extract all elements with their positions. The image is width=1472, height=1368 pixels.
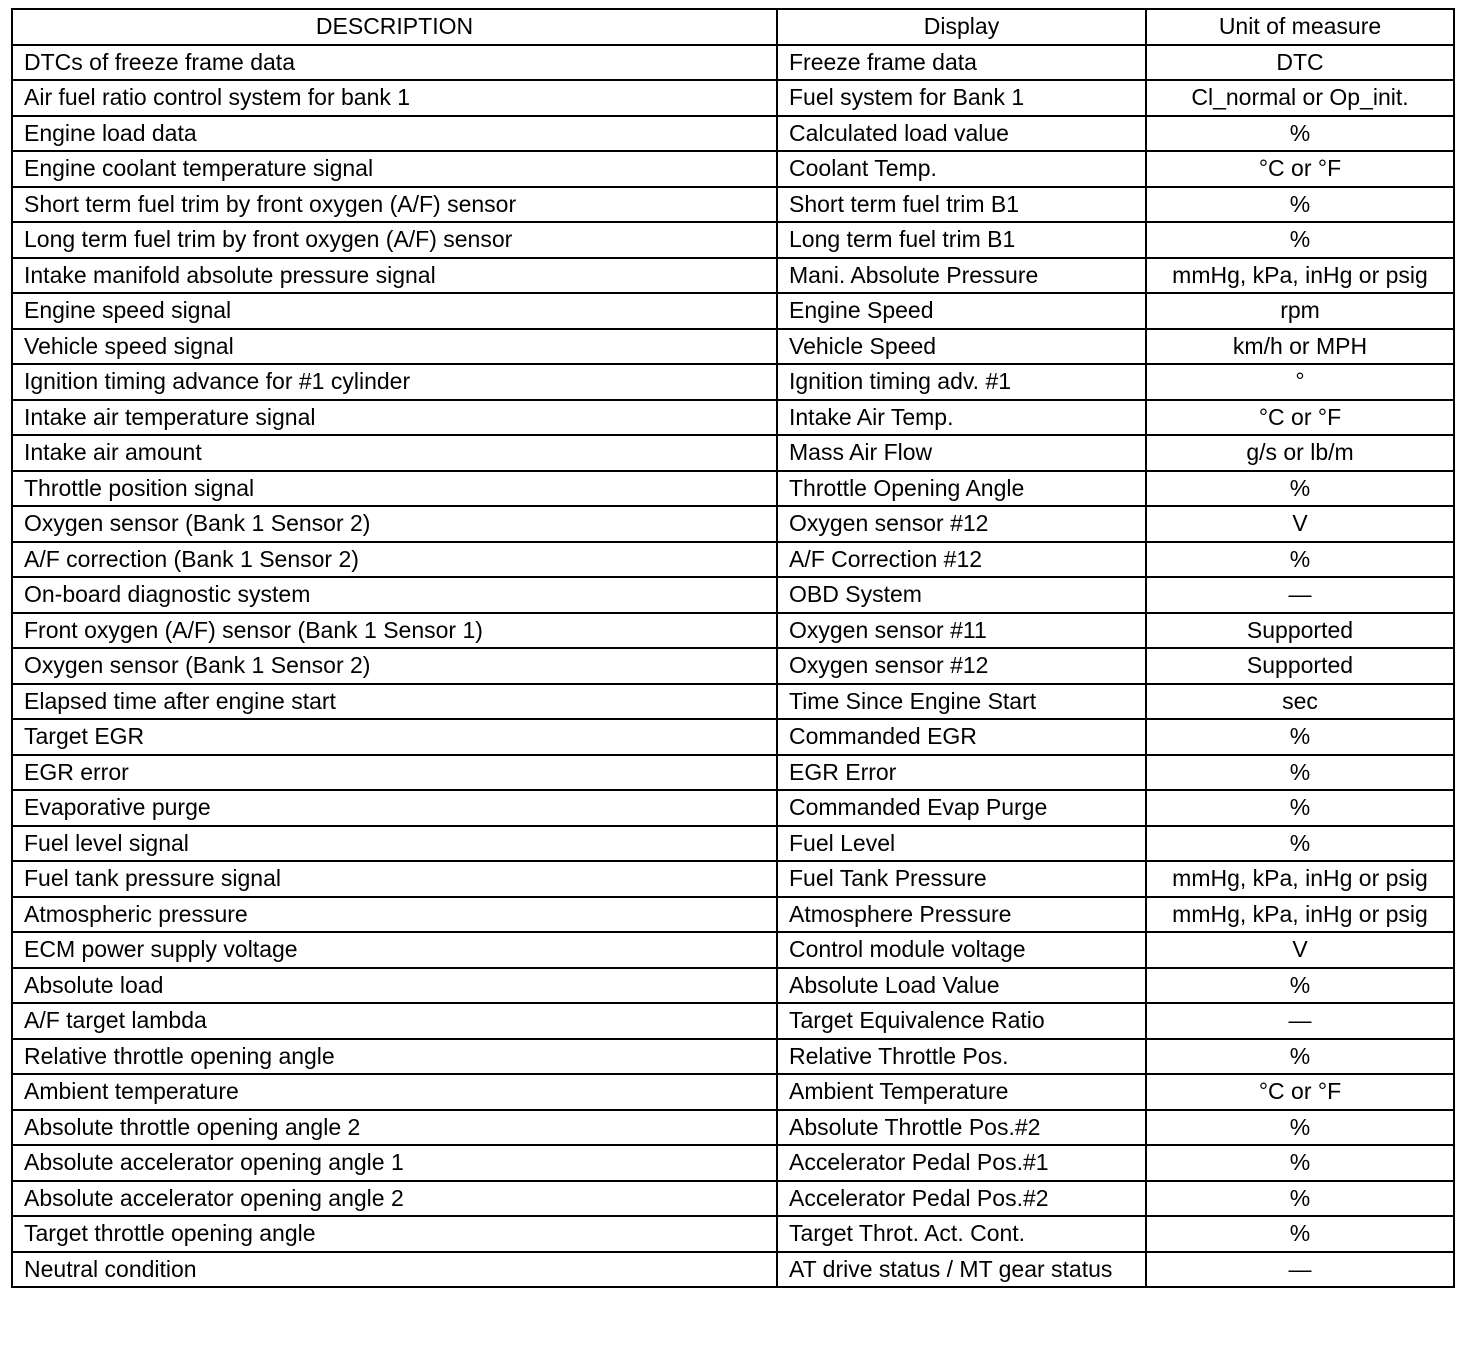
cell-unit: ° xyxy=(1146,364,1454,400)
table-row xyxy=(12,506,1454,542)
table-row xyxy=(12,364,1454,400)
cell-unit: % xyxy=(1146,968,1454,1004)
cell-description: DTCs of freeze frame data xyxy=(12,45,777,81)
table-row xyxy=(12,684,1454,720)
cell-description: A/F target lambda xyxy=(12,1003,777,1039)
cell-unit: % xyxy=(1146,222,1454,258)
cell-unit: % xyxy=(1146,719,1454,755)
cell-unit: % xyxy=(1146,1039,1454,1075)
cell-unit: g/s or lb/m xyxy=(1146,435,1454,471)
cell-unit: rpm xyxy=(1146,293,1454,329)
cell-display: A/F Correction #12 xyxy=(777,542,1146,578)
cell-description: Fuel tank pressure signal xyxy=(12,861,777,897)
table-row xyxy=(12,1003,1454,1039)
cell-unit: V xyxy=(1146,506,1454,542)
cell-unit: V xyxy=(1146,932,1454,968)
cell-display: Throttle Opening Angle xyxy=(777,471,1146,507)
cell-display: Oxygen sensor #12 xyxy=(777,648,1146,684)
cell-display: Fuel Tank Pressure xyxy=(777,861,1146,897)
cell-description: Evaporative purge xyxy=(12,790,777,826)
cell-unit: mmHg, kPa, inHg or psig xyxy=(1146,258,1454,294)
cell-unit: Supported xyxy=(1146,648,1454,684)
table-row xyxy=(12,151,1454,187)
cell-display: Control module voltage xyxy=(777,932,1146,968)
table-row xyxy=(12,1216,1454,1252)
document-page xyxy=(11,8,1455,1288)
cell-display: Absolute Throttle Pos.#2 xyxy=(777,1110,1146,1146)
cell-display: Fuel system for Bank 1 xyxy=(777,80,1146,116)
cell-display: AT drive status / MT gear status xyxy=(777,1252,1146,1288)
cell-unit: Supported xyxy=(1146,613,1454,649)
header-unit: Unit of measure xyxy=(1146,9,1454,45)
table-row xyxy=(12,1181,1454,1217)
cell-unit: mmHg, kPa, inHg or psig xyxy=(1146,861,1454,897)
cell-description: Intake air temperature signal xyxy=(12,400,777,436)
table-row xyxy=(12,790,1454,826)
header-row xyxy=(12,9,1454,45)
cell-description: Absolute accelerator opening angle 1 xyxy=(12,1145,777,1181)
table-header xyxy=(12,9,1454,45)
cell-display: Mass Air Flow xyxy=(777,435,1146,471)
cell-description: Air fuel ratio control system for bank 1 xyxy=(12,80,777,116)
cell-display: Ignition timing adv. #1 xyxy=(777,364,1146,400)
table-row xyxy=(12,932,1454,968)
table-row xyxy=(12,435,1454,471)
cell-unit: DTC xyxy=(1146,45,1454,81)
table-row xyxy=(12,1145,1454,1181)
cell-description: EGR error xyxy=(12,755,777,791)
cell-display: Calculated load value xyxy=(777,116,1146,152)
cell-unit: % xyxy=(1146,116,1454,152)
cell-description: Target throttle opening angle xyxy=(12,1216,777,1252)
cell-unit: km/h or MPH xyxy=(1146,329,1454,365)
cell-display: Oxygen sensor #12 xyxy=(777,506,1146,542)
cell-description: Oxygen sensor (Bank 1 Sensor 2) xyxy=(12,506,777,542)
table-row xyxy=(12,719,1454,755)
cell-unit: % xyxy=(1146,1181,1454,1217)
cell-description: Atmospheric pressure xyxy=(12,897,777,933)
cell-display: Intake Air Temp. xyxy=(777,400,1146,436)
cell-unit: % xyxy=(1146,755,1454,791)
cell-description: Elapsed time after engine start xyxy=(12,684,777,720)
cell-unit: — xyxy=(1146,1252,1454,1288)
cell-unit: % xyxy=(1146,1145,1454,1181)
cell-description: Absolute throttle opening angle 2 xyxy=(12,1110,777,1146)
cell-display: Short term fuel trim B1 xyxy=(777,187,1146,223)
table-row xyxy=(12,826,1454,862)
cell-display: Atmosphere Pressure xyxy=(777,897,1146,933)
table-row xyxy=(12,968,1454,1004)
cell-description: Engine load data xyxy=(12,116,777,152)
table-row xyxy=(12,471,1454,507)
cell-description: Intake air amount xyxy=(12,435,777,471)
cell-description: Throttle position signal xyxy=(12,471,777,507)
table-row xyxy=(12,1110,1454,1146)
cell-display: Absolute Load Value xyxy=(777,968,1146,1004)
cell-unit: % xyxy=(1146,1110,1454,1146)
cell-unit: % xyxy=(1146,826,1454,862)
table-row xyxy=(12,1039,1454,1075)
cell-description: Absolute accelerator opening angle 2 xyxy=(12,1181,777,1217)
cell-unit: % xyxy=(1146,187,1454,223)
cell-display: Coolant Temp. xyxy=(777,151,1146,187)
table-row xyxy=(12,755,1454,791)
header-display: Display xyxy=(777,9,1146,45)
cell-display: Mani. Absolute Pressure xyxy=(777,258,1146,294)
cell-unit: % xyxy=(1146,471,1454,507)
cell-display: OBD System xyxy=(777,577,1146,613)
table-row xyxy=(12,293,1454,329)
table-row xyxy=(12,116,1454,152)
cell-description: Ambient temperature xyxy=(12,1074,777,1110)
cell-unit: — xyxy=(1146,1003,1454,1039)
cell-display: EGR Error xyxy=(777,755,1146,791)
cell-display: Relative Throttle Pos. xyxy=(777,1039,1146,1075)
table-row xyxy=(12,258,1454,294)
cell-unit: sec xyxy=(1146,684,1454,720)
table-body xyxy=(12,45,1454,1288)
freeze-frame-data-table xyxy=(11,8,1455,1288)
cell-display: Target Throt. Act. Cont. xyxy=(777,1216,1146,1252)
table-row xyxy=(12,400,1454,436)
cell-description: Relative throttle opening angle xyxy=(12,1039,777,1075)
cell-unit: mmHg, kPa, inHg or psig xyxy=(1146,897,1454,933)
cell-display: Oxygen sensor #11 xyxy=(777,613,1146,649)
cell-description: Oxygen sensor (Bank 1 Sensor 2) xyxy=(12,648,777,684)
table-row xyxy=(12,187,1454,223)
cell-unit: % xyxy=(1146,790,1454,826)
table-row xyxy=(12,80,1454,116)
table-row xyxy=(12,861,1454,897)
cell-description: Neutral condition xyxy=(12,1252,777,1288)
cell-description: Intake manifold absolute pressure signal xyxy=(12,258,777,294)
table-row xyxy=(12,897,1454,933)
cell-unit: °C or °F xyxy=(1146,1074,1454,1110)
table-row xyxy=(12,222,1454,258)
cell-display: Target Equivalence Ratio xyxy=(777,1003,1146,1039)
cell-unit: — xyxy=(1146,577,1454,613)
cell-description: Vehicle speed signal xyxy=(12,329,777,365)
cell-unit: Cl_normal or Op_init. xyxy=(1146,80,1454,116)
table-row xyxy=(12,329,1454,365)
cell-description: Long term fuel trim by front oxygen (A/F) sensor xyxy=(12,222,777,258)
cell-unit: °C or °F xyxy=(1146,151,1454,187)
cell-unit: % xyxy=(1146,542,1454,578)
cell-description: Front oxygen (A/F) sensor (Bank 1 Sensor 1) xyxy=(12,613,777,649)
cell-description: Target EGR xyxy=(12,719,777,755)
cell-description: Absolute load xyxy=(12,968,777,1004)
table-row xyxy=(12,45,1454,81)
cell-description: Engine speed signal xyxy=(12,293,777,329)
cell-description: A/F correction (Bank 1 Sensor 2) xyxy=(12,542,777,578)
cell-display: Vehicle Speed xyxy=(777,329,1146,365)
cell-unit: % xyxy=(1146,1216,1454,1252)
cell-display: Ambient Temperature xyxy=(777,1074,1146,1110)
table-row xyxy=(12,1252,1454,1288)
table-row xyxy=(12,577,1454,613)
cell-display: Freeze frame data xyxy=(777,45,1146,81)
cell-display: Commanded Evap Purge xyxy=(777,790,1146,826)
header-description: DESCRIPTION xyxy=(12,9,777,45)
cell-display: Commanded EGR xyxy=(777,719,1146,755)
cell-display: Accelerator Pedal Pos.#1 xyxy=(777,1145,1146,1181)
cell-description: Engine coolant temperature signal xyxy=(12,151,777,187)
cell-unit: °C or °F xyxy=(1146,400,1454,436)
table-row xyxy=(12,542,1454,578)
table-row xyxy=(12,613,1454,649)
table-row xyxy=(12,648,1454,684)
cell-description: On-board diagnostic system xyxy=(12,577,777,613)
cell-description: Short term fuel trim by front oxygen (A/F) sensor xyxy=(12,187,777,223)
cell-display: Fuel Level xyxy=(777,826,1146,862)
cell-description: Ignition timing advance for #1 cylinder xyxy=(12,364,777,400)
table-row xyxy=(12,1074,1454,1110)
cell-display: Time Since Engine Start xyxy=(777,684,1146,720)
cell-display: Accelerator Pedal Pos.#2 xyxy=(777,1181,1146,1217)
cell-description: Fuel level signal xyxy=(12,826,777,862)
cell-description: ECM power supply voltage xyxy=(12,932,777,968)
cell-display: Long term fuel trim B1 xyxy=(777,222,1146,258)
cell-display: Engine Speed xyxy=(777,293,1146,329)
